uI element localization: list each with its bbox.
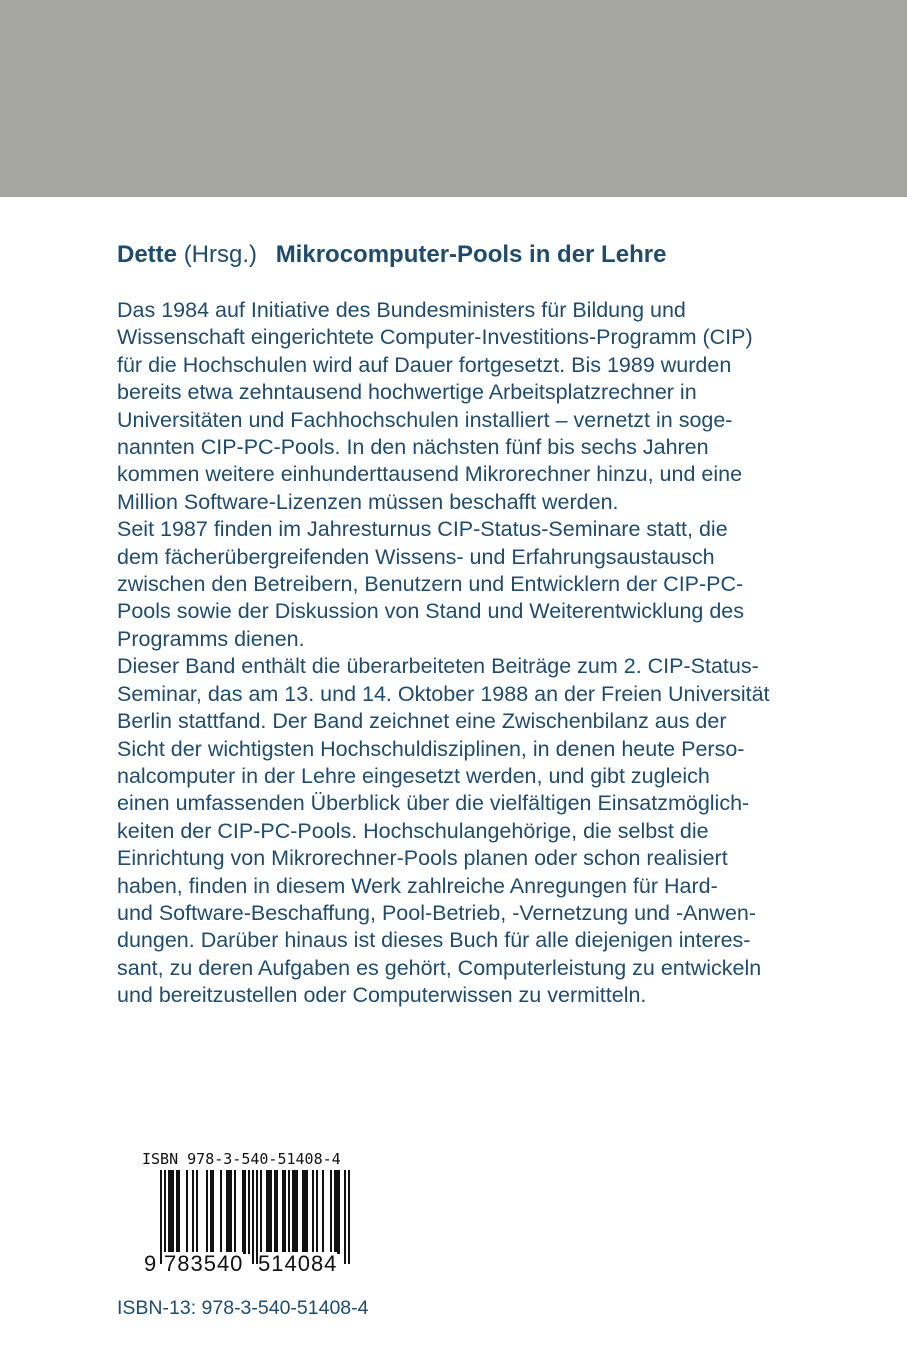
barcode-bar (228, 1170, 230, 1254)
barcode-bar (288, 1170, 290, 1254)
editor-label: (Hrsg.) (183, 241, 258, 268)
blurb-line: Seit 1987 finden im Jahresturnus CIP-Status-Seminare statt, die (117, 517, 728, 542)
barcode-bar (244, 1170, 246, 1254)
blurb-line: nannten CIP-PC-Pools. In den nächsten fünf bis sechs Jahren (117, 435, 709, 460)
book-title: Mikrocomputer-Pools in der Lehre (275, 241, 667, 268)
blurb-line: und Software-Beschaffung, Pool-Betrieb, -Vernetzung und -Anwen- (117, 900, 757, 925)
barcode-bar (256, 1170, 258, 1264)
barcode-bar (230, 1170, 232, 1254)
barcode-bar (160, 1170, 162, 1264)
barcode-bar (212, 1170, 214, 1254)
barcode-bar (304, 1170, 306, 1254)
blurb-line: haben, finden in diesem Werk zahlreiche Anregungen für Hard- (117, 873, 718, 898)
barcode-bar (316, 1170, 318, 1254)
barcode-digits-right: 514084 (258, 1251, 338, 1276)
barcode-bar (306, 1170, 308, 1254)
book-heading (117, 240, 666, 270)
barcode-bar (164, 1170, 166, 1264)
barcode-bar (196, 1170, 198, 1254)
barcode-bar (292, 1170, 294, 1254)
blurb-line: Einrichtung von Mikrorechner-Pools planen oder schon realisiert (117, 846, 728, 871)
barcode-bar (168, 1170, 170, 1254)
barcode-bar (322, 1170, 324, 1254)
barcode-bar (260, 1170, 262, 1254)
barcode-bar (294, 1170, 296, 1254)
barcode-digit-first: 9 (144, 1251, 157, 1276)
barcode-isbn-label: ISBN 978-3-540-51408-4 (142, 1150, 341, 1168)
barcode-bar (220, 1170, 222, 1254)
blurb-line: zwischen den Betreibern, Benutzern und Entwicklern der CIP-PC- (117, 572, 744, 597)
barcode-bar (348, 1170, 350, 1264)
barcode-bar (170, 1170, 172, 1254)
barcode-bar (344, 1170, 346, 1264)
blurb-line: Seminar, das am 13. und 14. Oktober 1988 an der Freien Universität (117, 681, 770, 706)
barcode-bar (334, 1170, 336, 1254)
barcode-bar (226, 1170, 228, 1254)
barcode-bar (186, 1170, 188, 1254)
barcode-digits-left: 783540 (164, 1251, 244, 1276)
blurb-line: dungen. Darüber hinaus ist dieses Buch für alle diejenigen interes- (117, 928, 751, 953)
barcode-bar (252, 1170, 254, 1264)
blurb-text (117, 297, 837, 1010)
barcode-bar (296, 1170, 298, 1254)
blurb-line: kommen weitere einhunderttausend Mikrorechner hinzu, und eine (117, 462, 743, 487)
cover-top-band (0, 0, 907, 197)
barcode-bar (268, 1170, 270, 1254)
barcode-bar (274, 1170, 276, 1254)
barcode-bar (242, 1170, 244, 1254)
isbn-13-label: ISBN-13: 978-3-540-51408-4 (117, 1297, 369, 1319)
barcode-bar (276, 1170, 278, 1254)
barcode-bar (172, 1170, 174, 1254)
blurb-line: Pools sowie der Diskussion von Stand und Weiterentwicklung des (117, 599, 745, 624)
blurb-line: Programms dienen. (117, 626, 305, 651)
barcode-bar (336, 1170, 338, 1254)
barcode-bar (302, 1170, 304, 1254)
blurb-line: sant, zu deren Aufgaben es gehört, Computerleistung zu entwickeln (117, 955, 762, 980)
barcode-bar (176, 1170, 178, 1254)
barcode-bar (312, 1170, 314, 1254)
blurb-line: Universitäten und Fachhochschulen installiert – vernetzt in soge- (117, 407, 733, 432)
barcode-bar (330, 1170, 332, 1254)
blurb-line: Dieser Band enthält die überarbeiteten Beiträge zum 2. CIP-Status- (117, 654, 759, 679)
blurb-line: keiten der CIP-PC-Pools. Hochschulangehörige, die selbst die (117, 818, 709, 843)
barcode-bar (266, 1170, 268, 1254)
blurb-line: Sicht der wichtigsten Hochschuldisziplinen, in denen heute Perso- (117, 736, 745, 761)
barcode-bar (178, 1170, 180, 1254)
barcode-bar (282, 1170, 284, 1254)
blurb-line: für die Hochschulen wird auf Dauer fortgesetzt. Bis 1989 wurden (117, 352, 732, 377)
barcode-block (140, 1150, 365, 1280)
barcode-bar (338, 1170, 340, 1254)
barcode-graphic (140, 1168, 365, 1264)
blurb-line: und bereitzustellen oder Computerwissen zu vermitteln. (117, 983, 647, 1008)
barcode-bar (284, 1170, 286, 1254)
blurb-line: bereits etwa zehntausend hochwertige Arbeitsplatzrechner in (117, 380, 697, 405)
barcode-bar (234, 1170, 236, 1254)
blurb-line: Berlin stattfand. Der Band zeichnet eine Zwischenbilanz aus der (117, 709, 727, 734)
barcode-bar (192, 1170, 194, 1254)
blurb-line: dem fächerübergreifenden Wissens- und Erfahrungsaustausch (117, 544, 715, 569)
author-name: Dette (117, 241, 178, 268)
barcode-bar (270, 1170, 272, 1254)
barcode-bar (248, 1170, 250, 1254)
blurb-line: nalcomputer in der Lehre eingesetzt werden, und gibt zugleich (117, 763, 710, 788)
blurb-line: Das 1984 auf Initiative des Bundesministers für Bildung und (117, 298, 686, 322)
blurb-line: Wissenschaft eingerichtete Computer-Investitions-Programm (CIP) (117, 325, 753, 350)
barcode-bar (206, 1170, 208, 1254)
blurb-line: Million Software-Lizenzen müssen beschafft werden. (117, 489, 619, 514)
blurb-line: einen umfassenden Überblick über die vielfältigen Einsatzmöglich- (117, 791, 750, 816)
barcode-bar (210, 1170, 212, 1254)
